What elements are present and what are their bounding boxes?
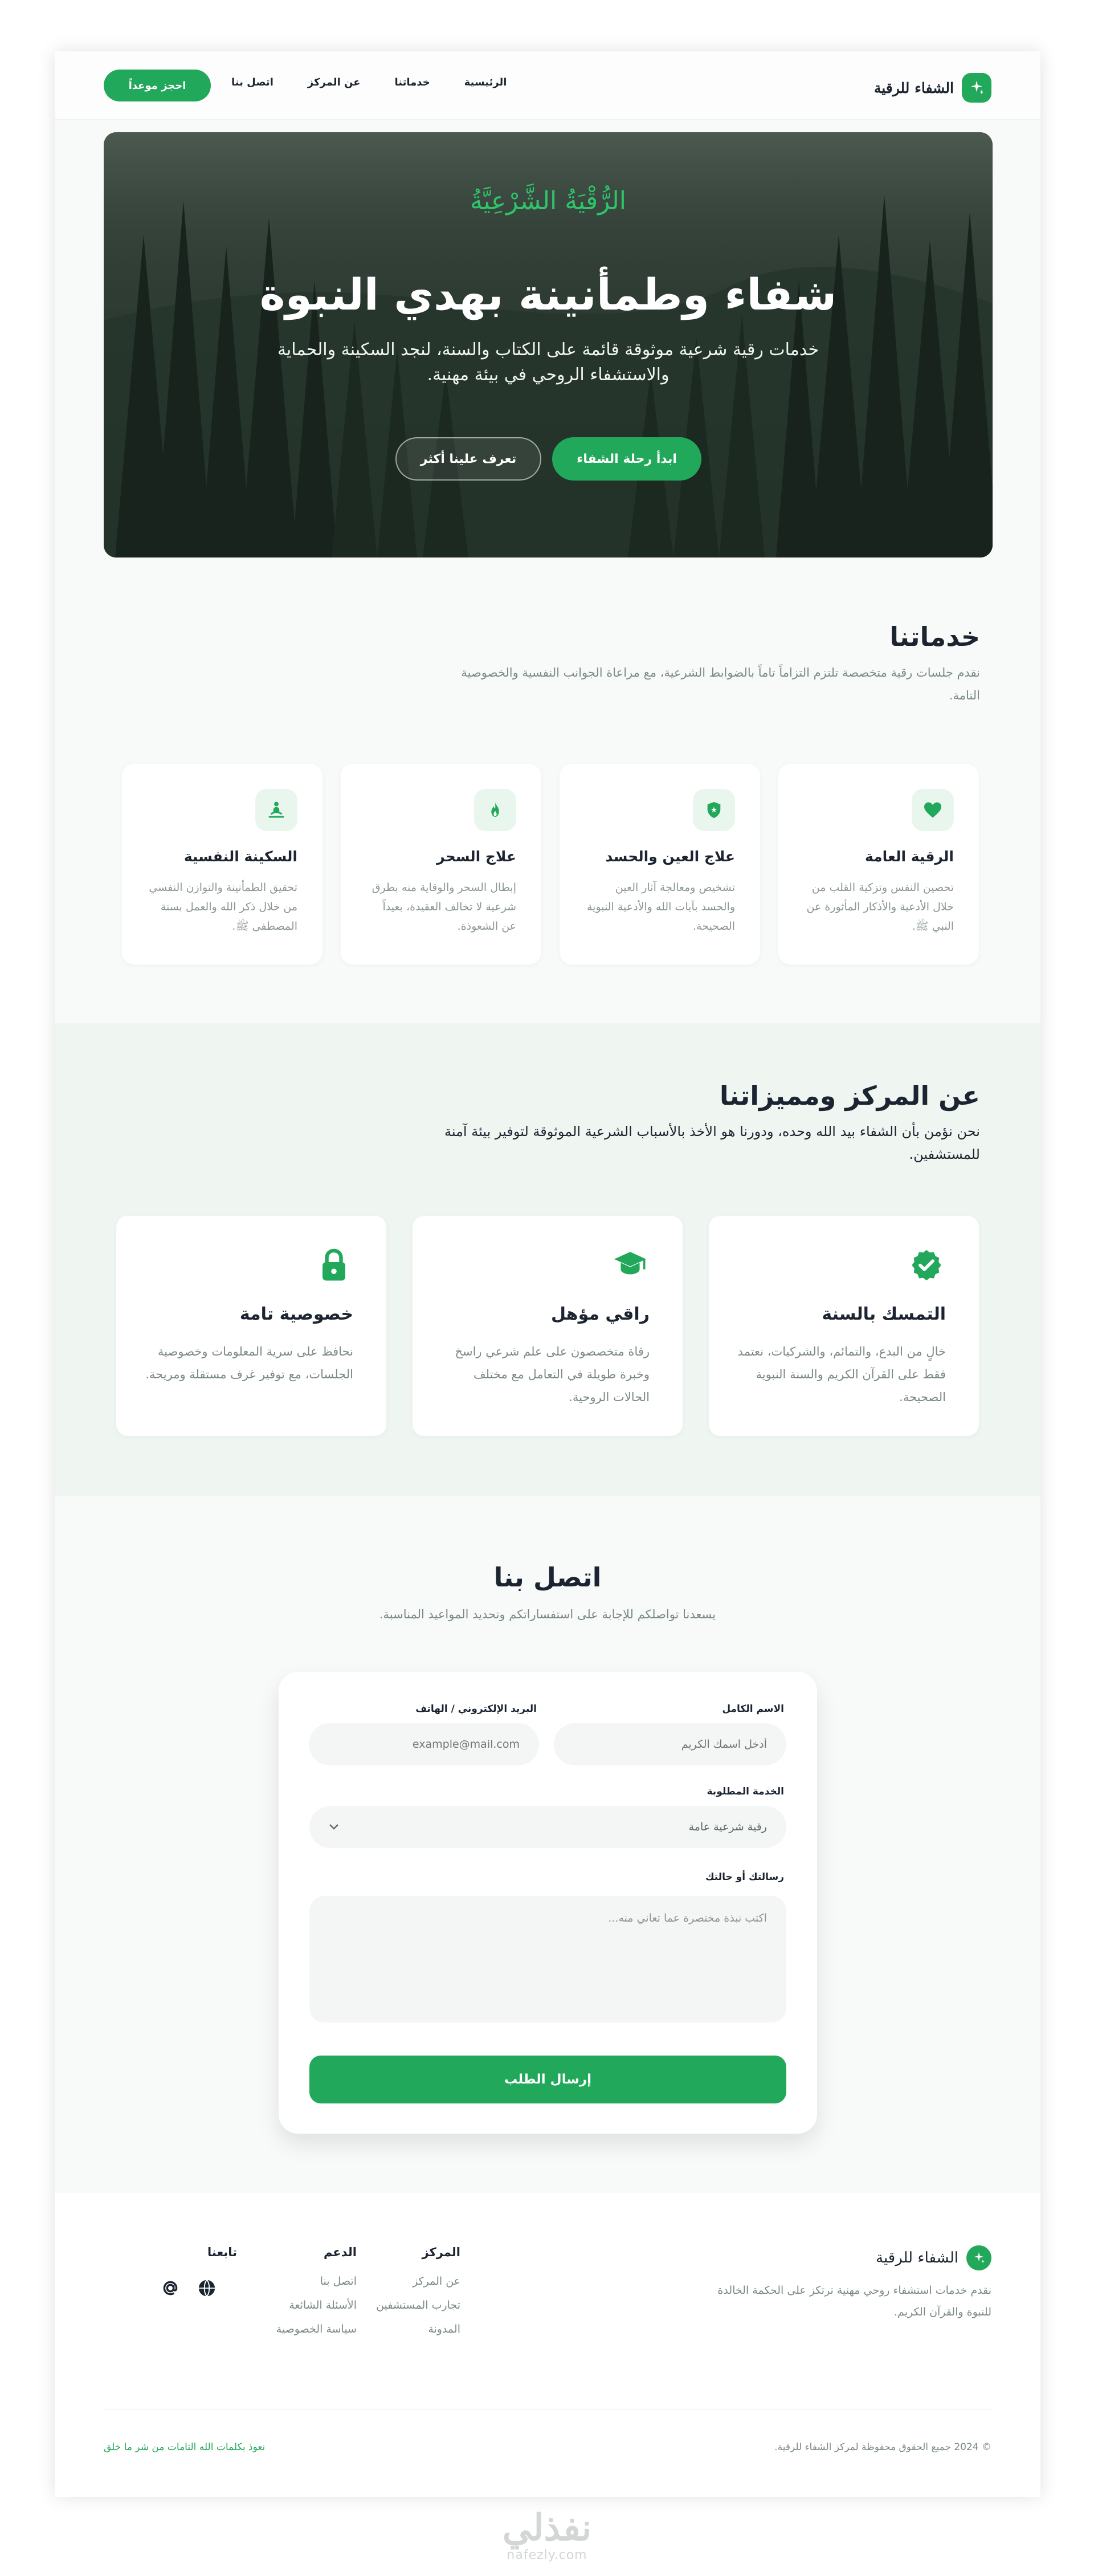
feature-card-qualified	[413, 1216, 683, 1436]
footer-dua: نعوذ بكلمات الله التامات من شر ما خلق	[104, 2441, 266, 2453]
service-description: تشخيص ومعالجة آثار العين والحسد بآيات الله والأدعية النبوية الصحيحة.	[586, 881, 735, 933]
lock-icon	[315, 1246, 353, 1284]
nav-link-home[interactable]: الرئيسية	[464, 76, 507, 88]
feature-description: خالٍ من البدع، والتمائم، والشركيات، نعتمد فقط على القرآن الكريم والسنة النبوية الصحيحة.	[737, 1345, 946, 1404]
footer-link-about[interactable]: عن المركز	[413, 2275, 460, 2288]
footer-col-support	[276, 2245, 357, 2347]
brand-logo[interactable]	[874, 73, 991, 103]
feature-description: نحافظ على سرية المعلومات وخصوصية الجلسات، مع توفير غرف مستقلة ومريحة.	[145, 1345, 353, 1381]
about-title: عن المركز ومميزاتنا	[719, 1080, 980, 1111]
meditation-icon	[255, 789, 297, 831]
feature-title: خصوصية تامة	[239, 1304, 353, 1324]
footer-link-blog[interactable]: المدونة	[428, 2323, 460, 2335]
watermark-arabic: نفذلي	[502, 2506, 592, 2549]
book-appointment-button[interactable]: احجز موعداً	[104, 70, 211, 101]
service-select[interactable]	[309, 1806, 786, 1848]
shield-icon	[693, 789, 735, 831]
at-sign-icon[interactable]	[161, 2278, 180, 2300]
nav-link-about[interactable]: عن المركز	[307, 76, 361, 88]
services-title: خدماتنا	[889, 621, 980, 652]
about-description: نحن نؤمن بأن الشفاء بيد الله وحده، ودورنا هو الأخذ بالأسباب الشرعية الموثوقة لتوفير بيئة آمنة للمستشفين.	[444, 1124, 980, 1162]
name-input[interactable]	[554, 1723, 786, 1765]
nav-links	[231, 76, 507, 88]
brand-name: الشفاء للرقية	[873, 79, 954, 96]
service-description: إبطال السحر والوقاية منه بطرق شرعية لا تخالف العقيدة، بعيداً عن الشعوذة.	[372, 881, 516, 933]
feature-card-sunnah	[709, 1216, 979, 1436]
graduation-cap-icon	[611, 1246, 650, 1284]
watermark	[0, 2508, 1094, 2562]
service-select-value: رقية شرعية عامة	[688, 1821, 767, 1833]
name-label: الاسم الكامل	[722, 1703, 784, 1715]
footer-about: نقدم خدمات استشفاء روحي مهنية ترتكز على الحكمة الخالدة للنبوة والقرآن الكريم.	[717, 2284, 991, 2318]
email-label: البريد الإلكتروني / الهاتف	[415, 1703, 537, 1715]
contact-form	[279, 1672, 817, 2134]
copyright-text: © 2024 جميع الحقوق محفوظة لمركز الشفاء للرقية.	[774, 2441, 991, 2453]
feature-title: راقي مؤهل	[551, 1304, 650, 1324]
hero-banner	[104, 132, 993, 557]
hero-calligraphy: الرُّقْيَةُ الشَّرْعِيَّةُ	[470, 186, 627, 215]
footer-link-faq[interactable]: الأسئلة الشائعة	[289, 2299, 357, 2312]
page-frame	[55, 51, 1040, 2497]
service-card-evil-eye[interactable]	[560, 764, 760, 965]
hero-subtitle: خدمات رقية شرعية موثوقة قائمة على الكتاب والسنة، لنجد السكينة والحماية والاستشفاء الروحي في بيئة مهنية.	[277, 340, 819, 385]
verified-badge-icon	[907, 1246, 946, 1284]
footer-link-privacy[interactable]: سياسة الخصوصية	[276, 2323, 357, 2335]
service-description: تحصين النفس وتزكية القلب من خلال الأدعية والأذكار المأثورة عن النبي ﷺ.	[806, 881, 954, 933]
service-title: السكينة النفسية	[183, 848, 297, 865]
footer-link-contact[interactable]: اتصل بنا	[320, 2275, 357, 2288]
heart-icon	[912, 789, 954, 831]
start-healing-button[interactable]: ابدأ رحلة الشفاء	[552, 437, 701, 481]
hero-title: شفاء وطمأنينة بهدي النبوة	[259, 269, 837, 320]
service-title: الرقية العامة	[864, 848, 954, 865]
footer-col-title: تابعنا	[207, 2245, 237, 2259]
service-title: علاج العين والحسد	[605, 848, 735, 865]
footer-col-title: المركز	[422, 2245, 460, 2259]
feature-description: رقاة متخصصون على علم شرعي راسخ وخبرة طويلة في التعامل مع مختلف الحالات الروحية.	[455, 1345, 650, 1404]
footer-link-testimonials[interactable]: تجارب المستشفين	[376, 2299, 460, 2312]
footer-brand[interactable]	[876, 2245, 991, 2270]
service-card-general[interactable]	[778, 764, 979, 965]
watermark-latin: nafezly.com	[507, 2548, 587, 2562]
learn-more-button[interactable]: تعرف علينا أكثر	[395, 437, 541, 481]
message-label: رسالتك أو حالتك	[705, 1871, 784, 1883]
services-description: نقدم جلسات رقية متخصصة تلتزم التزاماً تاماً بالضوابط الشرعية، مع مراعاة الجوانب النفسية والخصوصية التامة.	[461, 666, 980, 702]
contact-title: اتصل بنا	[493, 1562, 602, 1593]
service-label: الخدمة المطلوبة	[707, 1786, 784, 1797]
email-input[interactable]	[309, 1723, 539, 1765]
feature-title: التمسك بالسنة	[822, 1304, 946, 1324]
social-links	[161, 2278, 217, 2300]
feature-card-privacy	[116, 1216, 386, 1436]
message-textarea[interactable]: اكتب نبذة مختصرة عما تعاني منه...	[309, 1896, 786, 2022]
service-description: تحقيق الطمأنينة والتوازن النفسي من خلال ذكر الله والعمل بسنة المصطفى ﷺ.	[149, 881, 297, 933]
footer-col-follow	[207, 2245, 237, 2275]
service-card-tranquility[interactable]	[122, 764, 323, 965]
contact-description: يسعدنا تواصلكم للإجابة على استفساراتكم وتحديد المواعيد المناسبة.	[379, 1608, 716, 1621]
nav-link-contact[interactable]: اتصل بنا	[231, 76, 274, 88]
footer-brand-name: الشفاء للرقية	[876, 2249, 958, 2266]
fire-icon	[474, 789, 516, 831]
footer-col-title: الدعم	[323, 2245, 357, 2259]
top-navbar	[55, 51, 1040, 120]
footer	[55, 2193, 1040, 2497]
sparkle-icon	[962, 73, 991, 103]
footer-col-center	[376, 2245, 460, 2347]
chevron-down-icon	[329, 1821, 339, 1833]
sparkle-icon	[966, 2245, 991, 2270]
nav-link-services[interactable]: خدماتنا	[394, 76, 430, 88]
service-title: علاج السحر	[436, 848, 516, 865]
globe-icon[interactable]	[197, 2278, 217, 2300]
service-card-magic[interactable]	[341, 764, 541, 965]
submit-button[interactable]: إرسال الطلب	[309, 2056, 786, 2103]
